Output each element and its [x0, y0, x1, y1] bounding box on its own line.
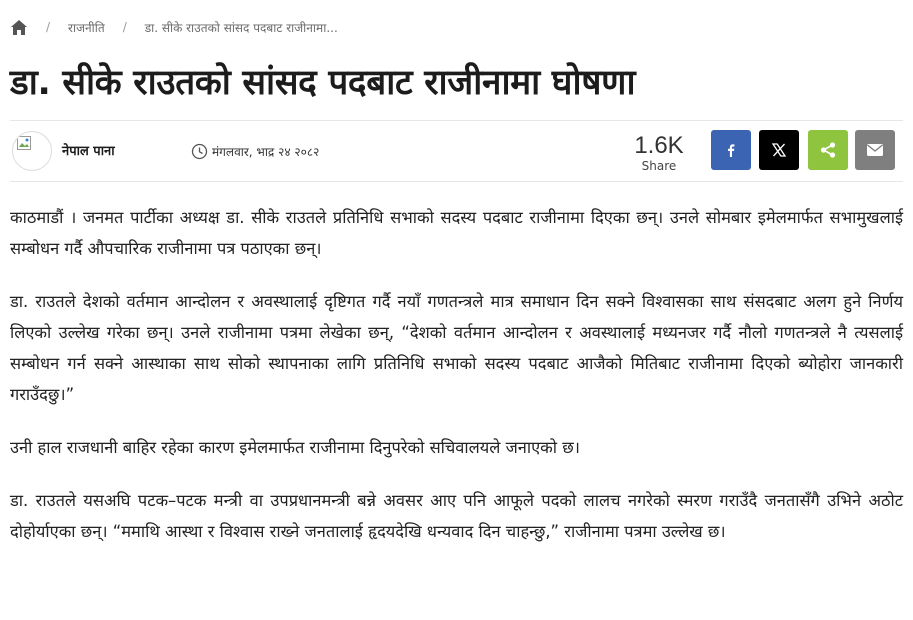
breadcrumb-current: डा. सीके राउतको सांसद पदबाट राजीनामा... — [144, 20, 338, 35]
share-button[interactable] — [808, 130, 848, 170]
share-icon — [819, 141, 837, 159]
email-icon — [866, 143, 884, 157]
author-name[interactable]: नेपाल पाना — [62, 144, 115, 159]
breadcrumb-category-link[interactable]: राजनीति — [68, 20, 105, 35]
article-paragraph: उनी हाल राजधानी बाहिर रहेका कारण इमेलमार्फत राजीनामा दिनुपरेको सचिवालयले जनाएको छ। — [10, 438, 580, 457]
share-count-label: Share — [641, 159, 677, 173]
share-count — [624, 133, 694, 173]
facebook-share-button[interactable] — [711, 130, 751, 170]
article-paragraph: डा. राउतले देशको वर्तमान आन्दोलन र अवस्थालाई दृष्टिगत गर्दै नयाँ गणतन्त्रले मात्र समाधान दिन सक्ने विश्वासका साथ संसदबाट अलग हुने निर्णय लिएको उल्लेख गरेका छन्। उनले राजीनामा पत्रमा लेखेका छन्, “देशको वर्तमान आन्दोलन र अवस्थालाई मध्यनजर गर्दै नौलो गणतन्त्रले नै त्यसलाई सम्बोधन गर्न सक्ने आस्थाका साथ सोको स्थापनाका लागि प्रतिनिधि सभाको सदस्य पदबाट आजैको मितिबाट राजीनामा दिएको ब्योहोरा जानकारी गराउँदछु।” — [10, 292, 903, 404]
broken-image-icon — [17, 136, 31, 150]
article-paragraph: काठमाडौं । जनमत पार्टीका अध्यक्ष डा. सीके राउतले प्रतिनिधि सभाको सदस्य पदबाट राजीनामा दिएका छन्। उनले सोमबार इमेलमार्फत सभामुखलाई सम्बोधन गर्दै औपचारिक राजीनामा पत्र पठाएका छन्। — [10, 208, 903, 258]
publish-date — [191, 143, 319, 160]
clock-icon — [191, 143, 208, 160]
breadcrumb-separator: / — [122, 20, 127, 34]
author-avatar[interactable] — [12, 131, 52, 171]
breadcrumb-separator: / — [46, 20, 51, 34]
page-title: डा. सीके राउतको सांसद पदबाट राजीनामा घोषणा — [10, 63, 636, 103]
home-icon[interactable] — [10, 18, 28, 36]
article-paragraph: डा. राउतले यसअघि पटक–पटक मन्त्री वा उपप्रधानमन्त्री बन्ने अवसर आए पनि आफूले पदको लालच नगरेको स्मरण गराउँदै जनतासँगै उभिने अठोट दोहोर्याएका छन्। “ममाथि आस्था र विश्वास राख्ने जनतालाई हृदयदेखि धन्यवाद दिन चाहन्छु,” राजीनामा पत्रमा उल्लेख छ। — [10, 491, 903, 541]
x-share-button[interactable] — [759, 130, 799, 170]
publish-date-text: मंगलवार, भाद्र २४ २०८२ — [212, 145, 320, 159]
breadcrumb — [10, 16, 338, 38]
email-share-button[interactable] — [855, 130, 895, 170]
divider — [10, 120, 903, 121]
facebook-icon — [723, 142, 739, 158]
article-body — [10, 202, 903, 569]
divider — [10, 181, 903, 182]
article-meta — [10, 130, 903, 172]
x-icon — [771, 142, 787, 158]
share-count-number: 1.6K — [634, 132, 684, 159]
